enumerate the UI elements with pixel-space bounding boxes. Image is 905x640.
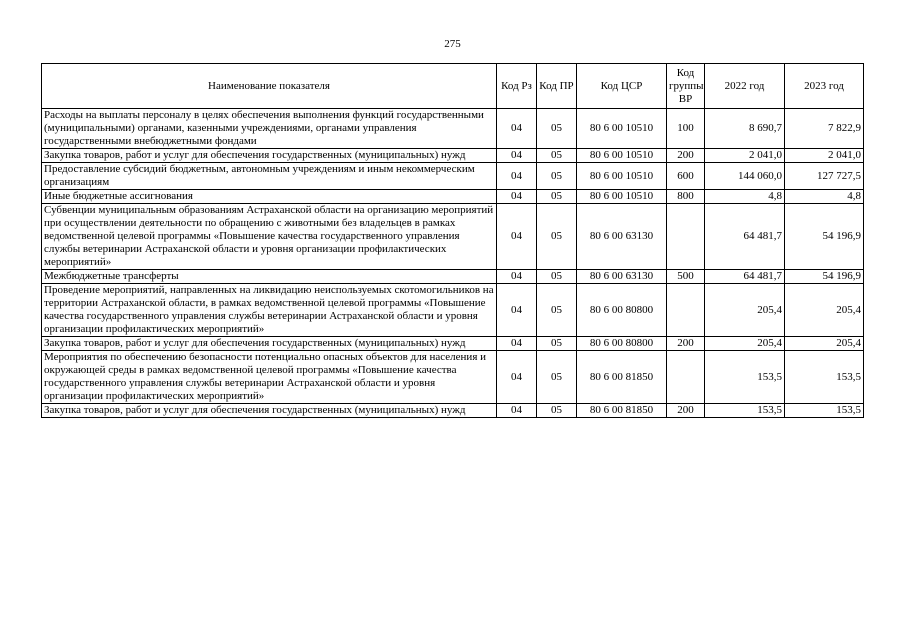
row-pr: 05 xyxy=(537,284,577,337)
row-2023: 54 196,9 xyxy=(785,204,864,270)
header-csr: Код ЦСР xyxy=(577,64,667,109)
table-row xyxy=(42,351,864,404)
row-pr: 05 xyxy=(537,109,577,149)
row-pr: 05 xyxy=(537,404,577,418)
row-name: Мероприятия по обеспечению безопасности потенциально опасных объектов для населения и окружающей среды в рамках ведомственной целевой программы «Повышение качества государственного управления службы ветеринарии Астраханской области и уровня организации профилактических мероприятий» xyxy=(42,351,497,404)
row-2022: 64 481,7 xyxy=(705,270,785,284)
row-vr: 500 xyxy=(667,270,705,284)
row-2023: 127 727,5 xyxy=(785,163,864,190)
row-vr: 200 xyxy=(667,404,705,418)
row-vr xyxy=(667,204,705,270)
row-csr: 80 6 00 10510 xyxy=(577,149,667,163)
row-2022: 8 690,7 xyxy=(705,109,785,149)
header-row xyxy=(42,64,864,109)
row-2022: 205,4 xyxy=(705,284,785,337)
header-vr: Код группы ВР xyxy=(667,64,705,109)
row-2023: 2 041,0 xyxy=(785,149,864,163)
row-csr: 80 6 00 81850 xyxy=(577,351,667,404)
row-2022: 4,8 xyxy=(705,190,785,204)
table-row xyxy=(42,109,864,149)
row-2022: 205,4 xyxy=(705,337,785,351)
row-2023: 153,5 xyxy=(785,351,864,404)
row-name: Иные бюджетные ассигнования xyxy=(42,190,497,204)
page-number: 275 xyxy=(444,38,461,50)
row-vr: 800 xyxy=(667,190,705,204)
row-2022: 153,5 xyxy=(705,404,785,418)
budget-table xyxy=(41,63,864,418)
row-csr: 80 6 00 10510 xyxy=(577,190,667,204)
header-2022: 2022 год xyxy=(705,64,785,109)
row-2022: 153,5 xyxy=(705,351,785,404)
row-2023: 205,4 xyxy=(785,337,864,351)
row-2022: 144 060,0 xyxy=(705,163,785,190)
row-rz: 04 xyxy=(497,204,537,270)
row-rz: 04 xyxy=(497,163,537,190)
row-2023: 4,8 xyxy=(785,190,864,204)
table-row xyxy=(42,204,864,270)
row-csr: 80 6 00 10510 xyxy=(577,109,667,149)
row-2023: 54 196,9 xyxy=(785,270,864,284)
table-row xyxy=(42,404,864,418)
row-rz: 04 xyxy=(497,109,537,149)
row-2023: 7 822,9 xyxy=(785,109,864,149)
table-row xyxy=(42,149,864,163)
row-vr xyxy=(667,351,705,404)
row-vr xyxy=(667,284,705,337)
row-name: Межбюджетные трансферты xyxy=(42,270,497,284)
row-csr: 80 6 00 80800 xyxy=(577,284,667,337)
row-rz: 04 xyxy=(497,270,537,284)
row-csr: 80 6 00 63130 xyxy=(577,270,667,284)
row-vr: 100 xyxy=(667,109,705,149)
row-rz: 04 xyxy=(497,149,537,163)
table-row xyxy=(42,284,864,337)
row-name: Субвенции муниципальным образованиям Астраханской области на организацию мероприятий при осуществлении деятельности по обращению с животными без владельцев в рамках ведомственной целевой программы «Повышение качества государственного управления службы ветеринарии Астраханской области и уровня организации профилактических мероприятий» xyxy=(42,204,497,270)
row-name: Проведение мероприятий, направленных на ликвидацию неиспользуемых скотомогильников на территории Астраханской области, в рамках ведомственной целевой программы «Повышение качества государственного управления службы ветеринарии Астраханской области и уровня организации профилактических мероприятий» xyxy=(42,284,497,337)
row-vr: 200 xyxy=(667,337,705,351)
row-vr: 200 xyxy=(667,149,705,163)
header-pr: Код ПР xyxy=(537,64,577,109)
table-row xyxy=(42,190,864,204)
row-pr: 05 xyxy=(537,149,577,163)
row-rz: 04 xyxy=(497,404,537,418)
row-pr: 05 xyxy=(537,270,577,284)
row-name: Закупка товаров, работ и услуг для обеспечения государственных (муниципальных) нужд xyxy=(42,149,497,163)
row-pr: 05 xyxy=(537,163,577,190)
row-2023: 205,4 xyxy=(785,284,864,337)
table-row xyxy=(42,337,864,351)
row-pr: 05 xyxy=(537,190,577,204)
row-csr: 80 6 00 10510 xyxy=(577,163,667,190)
row-2022: 64 481,7 xyxy=(705,204,785,270)
row-2022: 2 041,0 xyxy=(705,149,785,163)
row-pr: 05 xyxy=(537,204,577,270)
header-rz: Код Рз xyxy=(497,64,537,109)
header-name: Наименование показателя xyxy=(42,64,497,109)
row-name: Закупка товаров, работ и услуг для обеспечения государственных (муниципальных) нужд xyxy=(42,337,497,351)
row-name: Расходы на выплаты персоналу в целях обеспечения выполнения функций государственными (муниципальными) органами, казенными учреждениями, органами управления государственными внебюджетными фондами xyxy=(42,109,497,149)
row-name: Предоставление субсидий бюджетным, автономным учреждениям и иным некоммерческим организациям xyxy=(42,163,497,190)
row-pr: 05 xyxy=(537,351,577,404)
row-name: Закупка товаров, работ и услуг для обеспечения государственных (муниципальных) нужд xyxy=(42,404,497,418)
row-rz: 04 xyxy=(497,284,537,337)
row-csr: 80 6 00 81850 xyxy=(577,404,667,418)
header-2023: 2023 год xyxy=(785,64,864,109)
table-row xyxy=(42,270,864,284)
row-rz: 04 xyxy=(497,351,537,404)
row-rz: 04 xyxy=(497,190,537,204)
row-2023: 153,5 xyxy=(785,404,864,418)
row-csr: 80 6 00 80800 xyxy=(577,337,667,351)
row-pr: 05 xyxy=(537,337,577,351)
table-row xyxy=(42,163,864,190)
row-rz: 04 xyxy=(497,337,537,351)
row-csr: 80 6 00 63130 xyxy=(577,204,667,270)
row-vr: 600 xyxy=(667,163,705,190)
